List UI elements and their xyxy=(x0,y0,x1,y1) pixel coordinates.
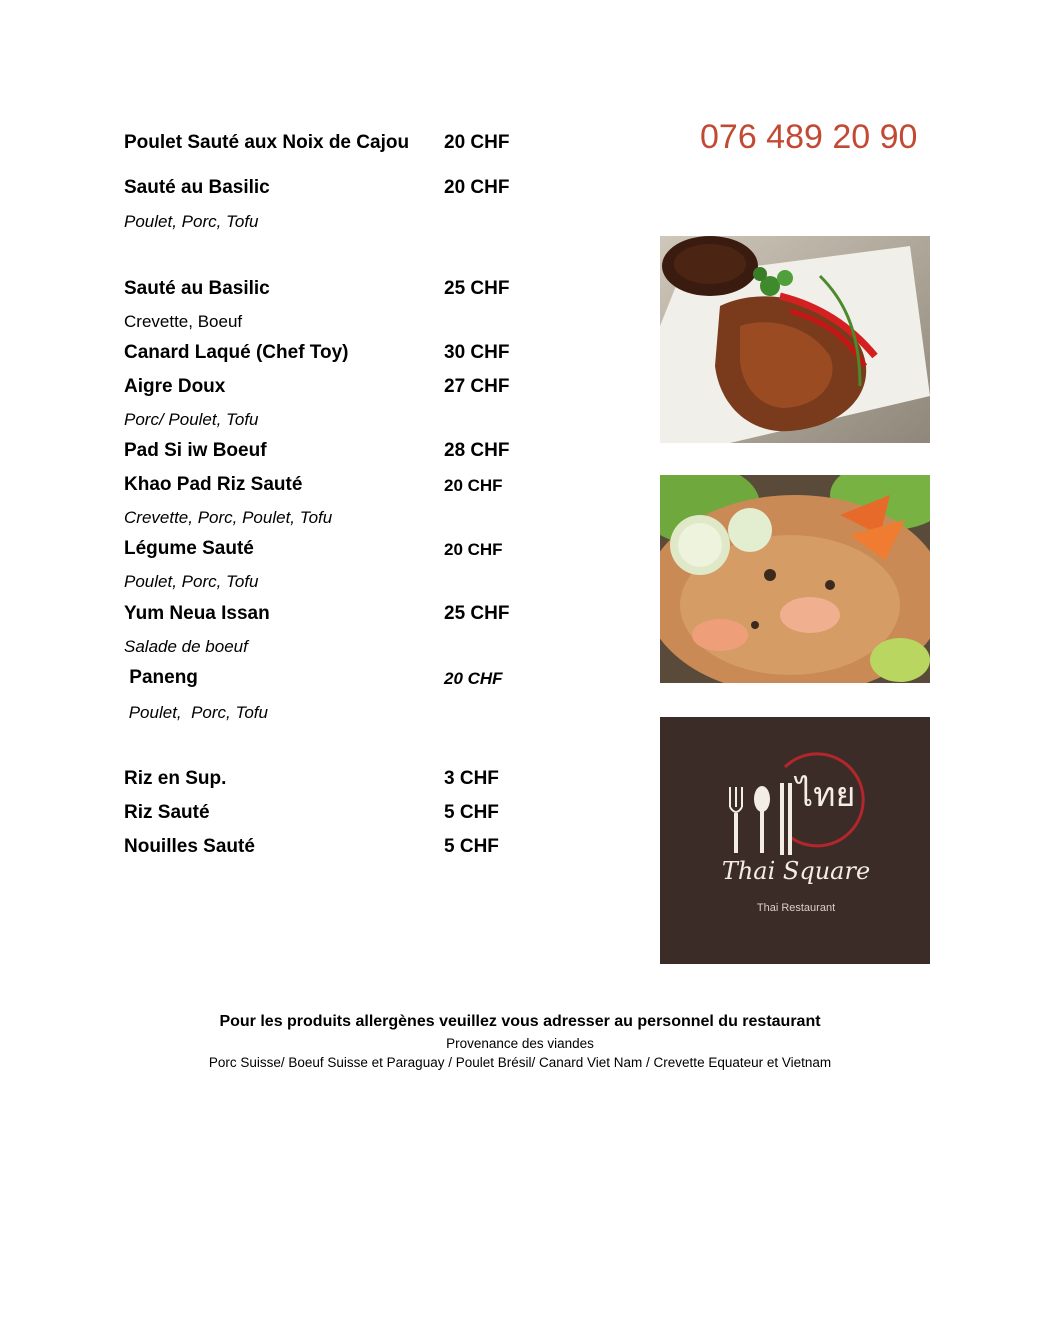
side-item-name: Riz Sauté xyxy=(124,802,210,823)
side-item-price: 5 CHF xyxy=(444,802,499,823)
side-item-name: Riz en Sup. xyxy=(124,768,227,789)
menu-item-price: 20 CHF xyxy=(444,476,503,495)
chopsticks-icon xyxy=(780,783,784,855)
restaurant-logo xyxy=(660,717,930,964)
side-item-name: Nouilles Sauté xyxy=(124,836,255,857)
logo-thai-text: ไทย xyxy=(796,775,856,815)
menu-item-price: 30 CHF xyxy=(444,342,510,363)
logo-name: Thai Square xyxy=(721,857,871,885)
menu-item-name: Paneng xyxy=(124,667,198,688)
menu-item-price: 25 CHF xyxy=(444,278,510,299)
menu-item-name: Légume Sauté xyxy=(124,538,254,559)
menu-item-description: Salade de boeuf xyxy=(124,637,248,656)
menu-item-price: 20 CHF xyxy=(444,132,510,153)
menu-item-name: Sauté au Basilic xyxy=(124,278,270,299)
menu-item-description: Crevette, Boeuf xyxy=(124,312,243,331)
duck-dish-photo xyxy=(660,236,930,443)
menu-item-description: Poulet, Porc, Tofu xyxy=(124,703,268,722)
side-item-price: 3 CHF xyxy=(444,768,499,789)
provenance-details: Porc Suisse/ Boeuf Suisse et Paraguay / Poulet Brésil/ Canard Viet Nam / Crevette Equateur et Vietnam xyxy=(208,1055,832,1070)
menu-item-price: 20 CHF xyxy=(444,177,510,198)
menu-item-price: 20 CHF xyxy=(444,669,503,688)
menu-item-price: 27 CHF xyxy=(444,376,510,397)
menu-item-description: Porc/ Poulet, Tofu xyxy=(124,410,259,429)
menu-item-description: Crevette, Porc, Poulet, Tofu xyxy=(124,508,333,527)
fried-rice-photo xyxy=(660,475,930,683)
menu-item-price: 25 CHF xyxy=(444,603,510,624)
menu-item-name: Aigre Doux xyxy=(124,376,226,397)
phone-number: 076 489 20 90 xyxy=(700,118,918,156)
spoon-icon xyxy=(754,786,770,812)
menu-item-name: Poulet Sauté aux Noix de Cajou xyxy=(124,132,410,153)
provenance-title: Provenance des viandes xyxy=(446,1036,594,1051)
logo-subtitle: Thai Restaurant xyxy=(756,902,836,914)
menu-item-name: Sauté au Basilic xyxy=(124,177,270,198)
menu-item-name: Khao Pad Riz Sauté xyxy=(124,474,303,495)
menu-item-name: Yum Neua Issan xyxy=(124,603,270,624)
menu-item-description: Poulet, Porc, Tofu xyxy=(124,212,259,231)
menu-item-name: Pad Si iw Boeuf xyxy=(124,440,267,461)
menu-item-name: Canard Laqué (Chef Toy) xyxy=(124,342,349,363)
side-item-price: 5 CHF xyxy=(444,836,499,857)
menu-item-price: 28 CHF xyxy=(444,440,510,461)
menu-item-description: Poulet, Porc, Tofu xyxy=(124,572,259,591)
menu-item-price: 20 CHF xyxy=(444,540,503,559)
allergen-notice: Pour les produits allergènes veuillez vous adresser au personnel du restaurant xyxy=(219,1013,821,1030)
